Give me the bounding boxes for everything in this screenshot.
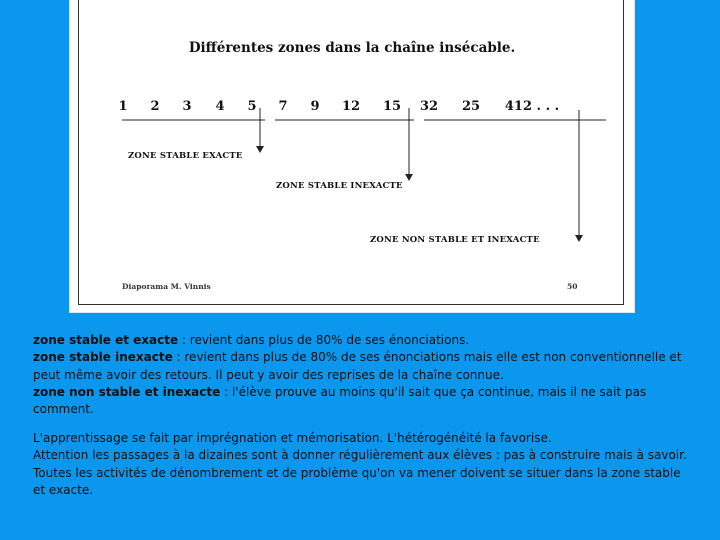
zone-label-stable-inexact: ZONE STABLE INEXACTE bbox=[276, 181, 403, 191]
slide-image bbox=[70, 0, 634, 312]
sequence-number: 25 bbox=[461, 99, 481, 114]
sequence-number: 412 . . . bbox=[504, 99, 560, 114]
sequence-number: 1 bbox=[118, 99, 128, 114]
definitions-block bbox=[33, 332, 693, 418]
sequence-number: 32 bbox=[419, 99, 439, 114]
sequence-number: 12 bbox=[341, 99, 361, 114]
slide-page-number: 50 bbox=[567, 282, 578, 291]
note-paragraph: Attention les passages à la dizaines sont à donner régulièrement aux élèves : pas à construire mais à savoir. bbox=[33, 448, 687, 463]
sequence-number: 9 bbox=[310, 99, 320, 114]
definition-term: zone stable et exacte bbox=[33, 333, 179, 347]
sequence-number: 15 bbox=[382, 99, 402, 114]
definition-text: : l'élève prouve au moins qu'il sait que ça continue, mais il ne sait pas comment. bbox=[33, 384, 647, 417]
arrowhead-stable-exact bbox=[256, 146, 264, 153]
note-paragraph: Toutes les activités de dénombrement et de problème qu'on va mener doivent se situer dans la zone stable et exacte. bbox=[33, 465, 681, 497]
sequence-number: 3 bbox=[182, 99, 192, 114]
definition-term: zone stable inexacte bbox=[33, 350, 173, 365]
sequence-number: 2 bbox=[150, 99, 160, 114]
definition-text: : revient dans plus de 80% de ses énonciations. bbox=[178, 333, 470, 347]
note-paragraph: L'apprentissage se fait par imprégnation et mémorisation. L'hétérogénéité la favorise. bbox=[33, 431, 552, 445]
slide-title: Différentes zones dans la chaîne insécable. bbox=[188, 40, 516, 56]
arrowhead-stable-inexact bbox=[405, 174, 413, 181]
arrowhead-non-stable bbox=[575, 235, 583, 242]
definition-non-stable bbox=[33, 384, 693, 419]
definition-text: : revient dans plus de 80% de ses énonciations mais elle est non conventionnelle et peut même avoir des retours. Il peut y avoir des reprises de la chaîne connue. bbox=[33, 350, 682, 382]
slide-footer-author: Diaporama M. Vinnis bbox=[122, 282, 211, 291]
definition-term: zone non stable et inexacte bbox=[33, 384, 221, 399]
definition-stable-inexact bbox=[33, 349, 693, 384]
sequence-number: 7 bbox=[278, 99, 288, 114]
zone-label-stable-exact: ZONE STABLE EXACTE bbox=[128, 151, 243, 161]
zone-label-non-stable: ZONE NON STABLE ET INEXACTE bbox=[370, 235, 540, 245]
sequence-number: 5 bbox=[247, 99, 257, 114]
definition-stable-exact bbox=[33, 332, 693, 349]
notes-block bbox=[33, 430, 693, 499]
sequence-number: 4 bbox=[215, 99, 225, 114]
